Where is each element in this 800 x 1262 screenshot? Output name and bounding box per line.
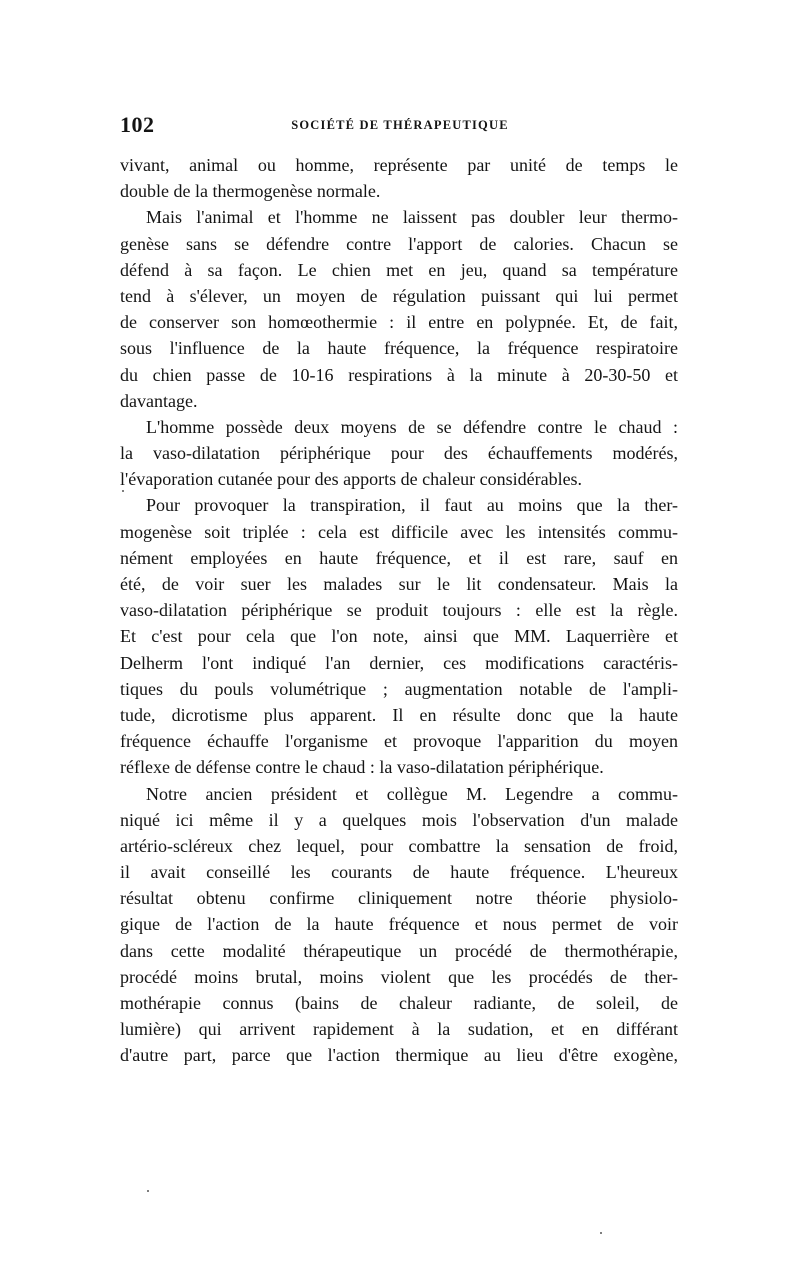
running-head: SOCIÉTÉ DE THÉRAPEUTIQUE bbox=[291, 118, 509, 132]
text-line: fréquence échauffe l'organisme et provoque l'apparition du moyen bbox=[120, 731, 678, 752]
scan-speck bbox=[122, 490, 124, 492]
text-line: tend à s'élever, un moyen de régulation puissant qui lui permet bbox=[120, 285, 678, 306]
text-line: sous l'influence de la haute fréquence, la fréquence respiratoire bbox=[120, 338, 678, 359]
scan-speck bbox=[147, 1190, 149, 1192]
paragraph-first-line: L'homme possède deux moyens de se défendre contre le chaud : bbox=[146, 416, 678, 437]
text-line: genèse sans se défendre contre l'apport de calories. Chacun se bbox=[120, 233, 678, 254]
page-header bbox=[120, 112, 680, 138]
text-line: été, de voir suer les malades sur le lit condensateur. Mais la bbox=[120, 574, 678, 594]
text-line: artério-scléreux chez lequel, pour combattre la sensation de froid, bbox=[120, 835, 678, 856]
text-line: la vaso-dilatation périphérique pour des échauffements modérés, bbox=[120, 443, 678, 464]
text-line: de conserver son homœothermie : il entre en polypnée. Et, de fait, bbox=[120, 312, 678, 333]
text-line: procédé moins brutal, moins violent que les procédés de ther- bbox=[120, 966, 678, 987]
paragraph-first-line: Mais l'animal et l'homme ne laissent pas doubler leur thermo- bbox=[146, 207, 678, 228]
text-line: du chien passe de 10-16 respirations à la minute à 20-30-50 et bbox=[120, 364, 678, 385]
text-line: tiques du pouls volumétrique ; augmentation notable de l'ampli- bbox=[120, 678, 678, 699]
text-line: vaso-dilatation périphérique se produit toujours : elle est la règle. bbox=[120, 600, 678, 621]
text-line: gique de l'action de la haute fréquence et nous permet de voir bbox=[120, 914, 678, 935]
text-line: mothérapie connus (bains de chaleur radiante, de soleil, de bbox=[120, 993, 678, 1013]
text-line: Et c'est pour cela que l'on note, ainsi que MM. Laquerrière et bbox=[120, 626, 678, 647]
text-line: vivant, animal ou homme, représente par unité de temps le bbox=[120, 155, 678, 175]
text-line: mogenèse soit triplée : cela est difficile avec les intensités commu- bbox=[120, 521, 678, 542]
paragraph-first-line: Notre ancien président et collègue M. Legendre a commu- bbox=[146, 783, 678, 804]
text-line: davantage. bbox=[120, 390, 198, 411]
text-line: Delherm l'ont indiqué l'an dernier, ces modifications caractéris- bbox=[120, 652, 678, 673]
body-text bbox=[120, 152, 678, 1069]
text-line: niqué ici même il y a quelques mois l'observation d'un malade bbox=[120, 809, 678, 830]
text-line: défend à sa façon. Le chien met en jeu, quand sa température bbox=[120, 259, 678, 280]
text-line: l'évaporation cutanée pour des apports de chaleur considérables. bbox=[120, 469, 583, 490]
text-line: lumière) qui arrivent rapidement à la sudation, et en différant bbox=[120, 1019, 678, 1040]
text-line: nément employées en haute fréquence, et il est rare, sauf en bbox=[120, 547, 678, 568]
text-line: résultat obtenu confirme cliniquement notre théorie physiolo- bbox=[120, 888, 678, 909]
text-line: double de la thermogenèse normale. bbox=[120, 181, 381, 202]
text-line: dans cette modalité thérapeutique un procédé de thermothérapie, bbox=[120, 940, 678, 961]
text-line: il avait conseillé les courants de haute fréquence. L'heureux bbox=[120, 862, 678, 883]
text-line: réflexe de défense contre le chaud : la vaso-dilatation périphérique. bbox=[120, 757, 604, 778]
paragraph-first-line: Pour provoquer la transpiration, il faut au moins que la ther- bbox=[146, 495, 678, 516]
text-line: tude, dicrotisme plus apparent. Il en résulte donc que la haute bbox=[120, 704, 678, 725]
page-number: 102 bbox=[120, 112, 155, 137]
scan-speck bbox=[600, 1232, 602, 1234]
text-line: d'autre part, parce que l'action thermique au lieu d'être exogène, bbox=[120, 1045, 678, 1066]
